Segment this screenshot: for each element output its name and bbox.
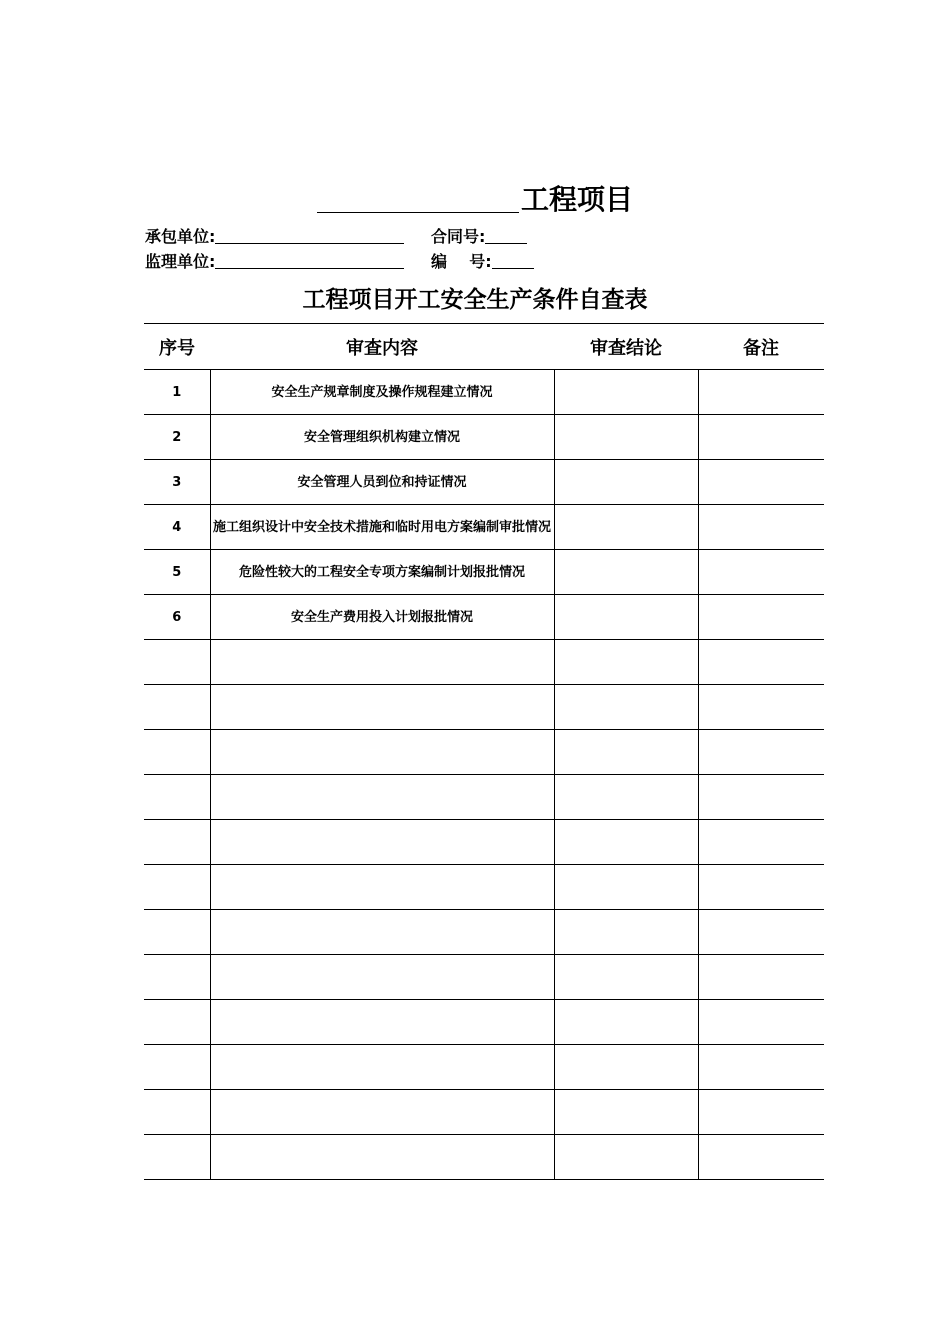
row-number[interactable] (144, 730, 210, 775)
project-title-text: 工程项目 (520, 183, 633, 216)
row-number: 6 (144, 595, 210, 640)
remarks-cell[interactable] (698, 640, 824, 685)
contract-no-row (431, 226, 527, 248)
empty-row (144, 1090, 824, 1135)
review-content[interactable] (210, 820, 554, 865)
review-content[interactable] (210, 685, 554, 730)
review-content[interactable] (210, 1045, 554, 1090)
remarks-cell[interactable] (698, 1090, 824, 1135)
contractor-label: 承包单位: (145, 227, 216, 246)
empty-row (144, 1045, 824, 1090)
empty-row (144, 1135, 824, 1180)
review-content[interactable] (210, 955, 554, 1000)
remarks-cell[interactable] (698, 550, 824, 595)
empty-row (144, 775, 824, 820)
remarks-cell[interactable] (698, 460, 824, 505)
serial-no-field[interactable] (492, 251, 534, 269)
row-number[interactable] (144, 1090, 210, 1135)
row-number[interactable] (144, 685, 210, 730)
conclusion-cell[interactable] (554, 370, 698, 415)
row-number[interactable] (144, 1135, 210, 1180)
conclusion-cell[interactable] (554, 955, 698, 1000)
conclusion-cell[interactable] (554, 865, 698, 910)
conclusion-cell[interactable] (554, 505, 698, 550)
header-remarks: 备注 (698, 324, 824, 370)
conclusion-cell[interactable] (554, 595, 698, 640)
row-number[interactable] (144, 865, 210, 910)
conclusion-cell[interactable] (554, 775, 698, 820)
remarks-cell[interactable] (698, 370, 824, 415)
checklist-table (144, 323, 824, 1180)
table-row (144, 550, 824, 595)
contract-no-label: 合同号: (431, 227, 486, 246)
table-row (144, 370, 824, 415)
remarks-cell[interactable] (698, 775, 824, 820)
remarks-cell[interactable] (698, 955, 824, 1000)
row-number: 5 (144, 550, 210, 595)
table-row (144, 505, 824, 550)
conclusion-cell[interactable] (554, 640, 698, 685)
review-content[interactable] (210, 910, 554, 955)
empty-row (144, 955, 824, 1000)
row-number: 2 (144, 415, 210, 460)
project-title (0, 180, 950, 220)
review-content: 安全管理组织机构建立情况 (210, 415, 554, 460)
review-content[interactable] (210, 1090, 554, 1135)
remarks-cell[interactable] (698, 820, 824, 865)
header-conclusion: 审查结论 (554, 324, 698, 370)
conclusion-cell[interactable] (554, 415, 698, 460)
serial-no-label: 编 号: (431, 252, 492, 271)
row-number[interactable] (144, 1000, 210, 1045)
remarks-cell[interactable] (698, 1135, 824, 1180)
row-number[interactable] (144, 775, 210, 820)
remarks-cell[interactable] (698, 505, 824, 550)
remarks-cell[interactable] (698, 910, 824, 955)
remarks-cell[interactable] (698, 730, 824, 775)
review-content[interactable] (210, 775, 554, 820)
header-row (144, 324, 824, 370)
conclusion-cell[interactable] (554, 730, 698, 775)
conclusion-cell[interactable] (554, 1045, 698, 1090)
contractor-field[interactable] (215, 226, 404, 244)
empty-row (144, 865, 824, 910)
conclusion-cell[interactable] (554, 1000, 698, 1045)
row-number: 3 (144, 460, 210, 505)
row-number: 1 (144, 370, 210, 415)
conclusion-cell[interactable] (554, 820, 698, 865)
review-content: 安全管理人员到位和持证情况 (210, 460, 554, 505)
conclusion-cell[interactable] (554, 1090, 698, 1135)
review-content: 安全生产费用投入计划报批情况 (210, 595, 554, 640)
row-number[interactable] (144, 910, 210, 955)
serial-no-row (431, 251, 534, 273)
empty-row (144, 640, 824, 685)
row-number[interactable] (144, 640, 210, 685)
review-content[interactable] (210, 730, 554, 775)
conclusion-cell[interactable] (554, 685, 698, 730)
conclusion-cell[interactable] (554, 460, 698, 505)
table-row (144, 595, 824, 640)
conclusion-cell[interactable] (554, 910, 698, 955)
header-no: 序号 (144, 324, 210, 370)
row-number[interactable] (144, 1045, 210, 1090)
remarks-cell[interactable] (698, 1000, 824, 1045)
review-content[interactable] (210, 865, 554, 910)
review-content[interactable] (210, 1000, 554, 1045)
review-content: 施工组织设计中安全技术措施和临时用电方案编制审批情况 (210, 505, 554, 550)
remarks-cell[interactable] (698, 595, 824, 640)
project-name-blank[interactable] (317, 180, 519, 213)
remarks-cell[interactable] (698, 685, 824, 730)
review-content: 危险性较大的工程安全专项方案编制计划报批情况 (210, 550, 554, 595)
conclusion-cell[interactable] (554, 1135, 698, 1180)
row-number[interactable] (144, 820, 210, 865)
review-content[interactable] (210, 1135, 554, 1180)
remarks-cell[interactable] (698, 865, 824, 910)
empty-row (144, 1000, 824, 1045)
empty-row (144, 820, 824, 865)
review-content: 安全生产规章制度及操作规程建立情况 (210, 370, 554, 415)
supervisor-field[interactable] (215, 251, 404, 269)
empty-row (144, 685, 824, 730)
contract-no-field[interactable] (485, 226, 527, 244)
empty-row (144, 730, 824, 775)
form-title: 工程项目开工安全生产条件自查表 (302, 287, 648, 313)
remarks-cell[interactable] (698, 415, 824, 460)
table-row (144, 460, 824, 505)
header-content: 审查内容 (210, 324, 554, 370)
supervisor-label: 监理单位: (145, 252, 216, 271)
remarks-cell[interactable] (698, 1045, 824, 1090)
row-number[interactable] (144, 955, 210, 1000)
table-row (144, 415, 824, 460)
empty-row (144, 910, 824, 955)
row-number: 4 (144, 505, 210, 550)
contractor-row (145, 226, 404, 248)
supervisor-row (145, 251, 404, 273)
conclusion-cell[interactable] (554, 550, 698, 595)
review-content[interactable] (210, 640, 554, 685)
